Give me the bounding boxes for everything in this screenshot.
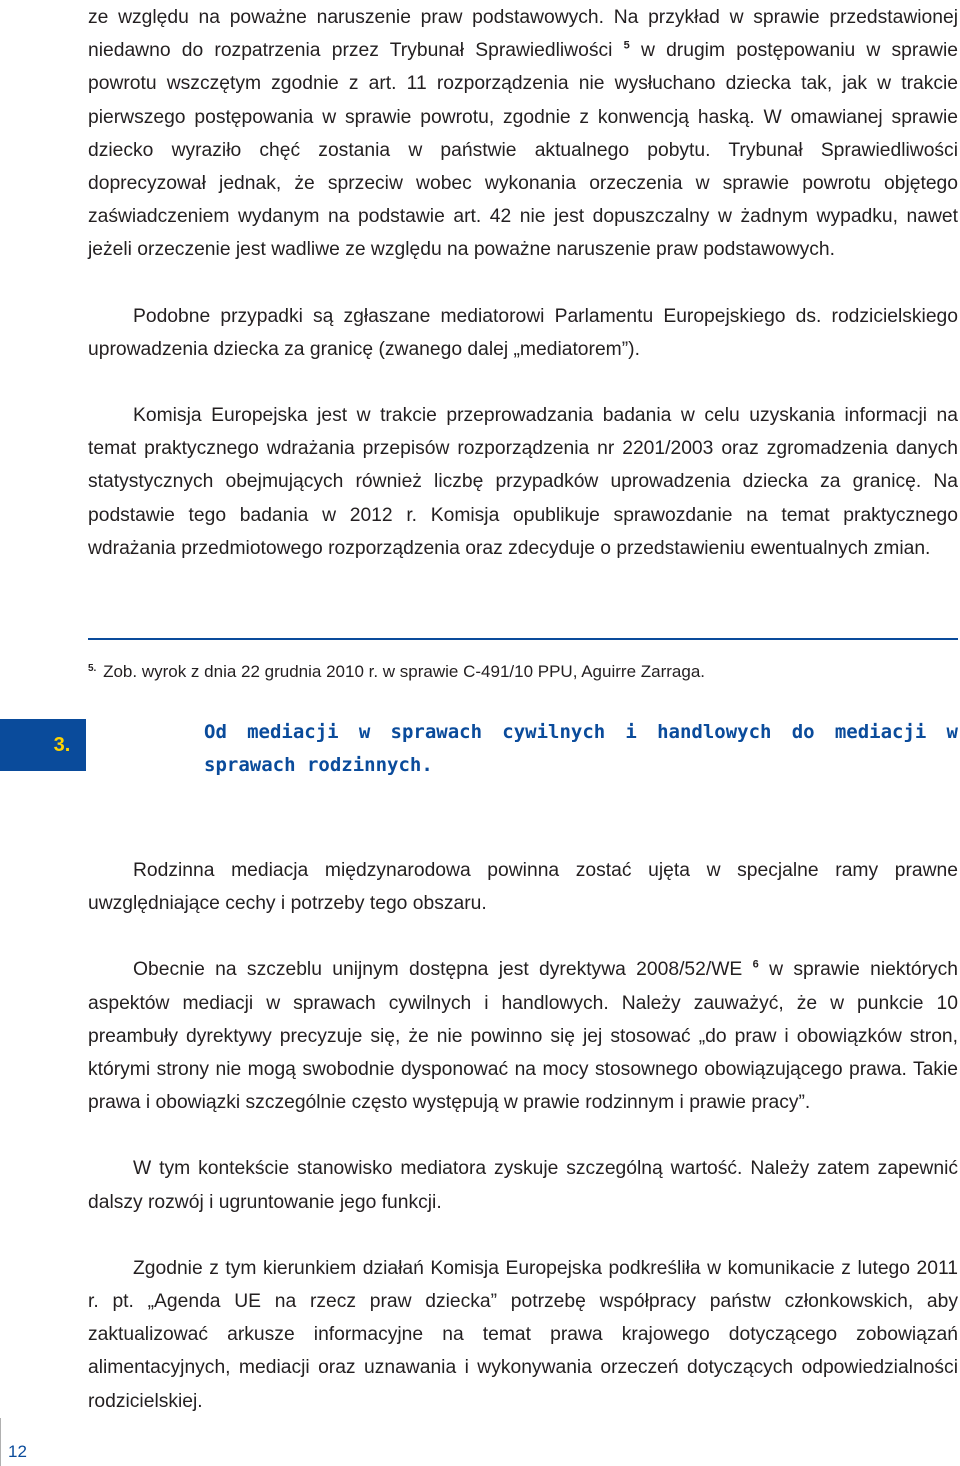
paragraph-text: Rodzinna mediacja międzynarodowa powinna zostać ujęta w specjalne ramy prawne uwzględniające cechy i potrzeby tego obszaru. (88, 860, 958, 915)
paragraph-text: Komisja Europejska jest w trakcie przeprowadzania badania w celu uzyskania informacji na temat praktycznego wdrażania przepisów rozporządzenia nr 2201/2003 oraz zgromadzenia danych statystycznych obejmujących również liczbę przypadków uprowadzenia dziecka za granicę. Na podstawie tego badania w 2012 r. Komisja opublikuje sprawozdanie na temat praktycznego wdrażania przedmiotowego rozporządzenia oraz zdecyduje o przedstawieniu ewentualnych zmian. (88, 405, 958, 559)
paragraph-text: Obecnie na szczeblu unijnym dostępna jest dyrektywa 2008/52/WE (133, 959, 753, 981)
body-paragraph (88, 1152, 958, 1218)
paragraph-text: Podobne przypadki są zgłaszane mediatorowi Parlamentu Europejskiego ds. rodzicielskiego uprowadzenia dziecka za granicę (zwanego dalej „mediatorem”). (88, 305, 958, 360)
body-paragraph (88, 1, 958, 267)
page-number: 12 (8, 1442, 27, 1461)
paragraph-text: Zgodnie z tym kierunkiem działań Komisja Europejska podkreśliła w komunikacie z lutego 2011 r. pt. „Agenda UE na rzecz praw dziecka” potrzebę współpracy państw członkowskich, aby zaktualizować arkusze informacyjne na temat prawa krajowego dotyczącego zobowiązań alimentacyjnych, mediacji oraz uznawania i wykonywania orzeczeń dotyczących odpowiedzialności rodzicielskiej. (88, 1257, 958, 1412)
footnote-divider (88, 638, 958, 640)
body-paragraph (88, 399, 958, 565)
footnote (88, 656, 958, 685)
footnote-reference: 5 (623, 39, 630, 52)
body-paragraph (88, 854, 958, 920)
section-number: 3. (53, 733, 71, 756)
body-paragraph (88, 953, 958, 1119)
footnote-mark: 5. (88, 663, 97, 674)
paragraph-spacer (88, 267, 958, 300)
paragraph-spacer (88, 920, 958, 953)
paragraph-spacer (88, 1119, 958, 1152)
paragraph-text: w sprawie niektórych aspektów mediacji w sprawach cywilnych i handlowych. Należy zauważyć, że w punkcie 10 preambuły dyrektywy precyzuje się, że nie powinno się jej stosować „do praw i obowiązków stron, którymi strony nie mogą swobodnie dysponować na mocy stosownego obowiązującego prawa. Takie prawa i obowiązki szczególnie często występują w prawie rodzinnym i prawie pracy”. (88, 959, 959, 1114)
paragraph-text: w drugim postępowaniu w sprawie powrotu wszczętym zgodnie z art. 11 rozporządzenia nie wysłuchano dziecka tak, jak w trakcie pierwszego postępowania w sprawie powrotu, zgodnie z konwencją haską. W omawianej sprawie dziecko wyraziło chęć zostania w państwie aktualnego pobytu. Trybunał Sprawiedliwości doprecyzował jednak, że sprzeciw wobec wykonania orzeczenia w sprawie powrotu objętego zaświadczeniem wydanym na podstawie art. 42 nie jest dopuszczalny w żadnym wypadku, nawet jeżeli orzeczenie jest wadliwe ze względu na poważne naruszenie praw podstawowych. (88, 40, 958, 261)
bottom-paragraphs (88, 854, 958, 1418)
paragraph-text: W tym kontekście stanowisko mediatora zyskuje szczególną wartość. Należy zatem zapewnić dalszy rozwój i ugruntowanie jego funkcji. (88, 1158, 958, 1213)
footnote-reference: 6 (752, 958, 759, 971)
top-paragraphs (88, 1, 958, 565)
paragraph-spacer (88, 366, 958, 399)
paragraph-spacer (88, 1219, 958, 1252)
body-paragraph (88, 300, 958, 366)
footnote-text: Zob. wyrok z dnia 22 grudnia 2010 r. w sprawie C-491/10 PPU, Aguirre Zarraga. (103, 662, 705, 681)
section-number-badge (0, 719, 86, 771)
page-margin-line (0, 1418, 1, 1466)
body-paragraph (88, 1252, 958, 1418)
section-heading: Od mediacji w sprawach cywilnych i handlowych do mediacji w sprawach rodzinnych. (204, 721, 958, 776)
paragraph-text: ze względu na poważne naruszenie praw podstawowych. Na przykład w sprawie przedstawionej niedawno do rozpatrzenia przez Trybunał Sprawiedliwości (88, 7, 958, 62)
